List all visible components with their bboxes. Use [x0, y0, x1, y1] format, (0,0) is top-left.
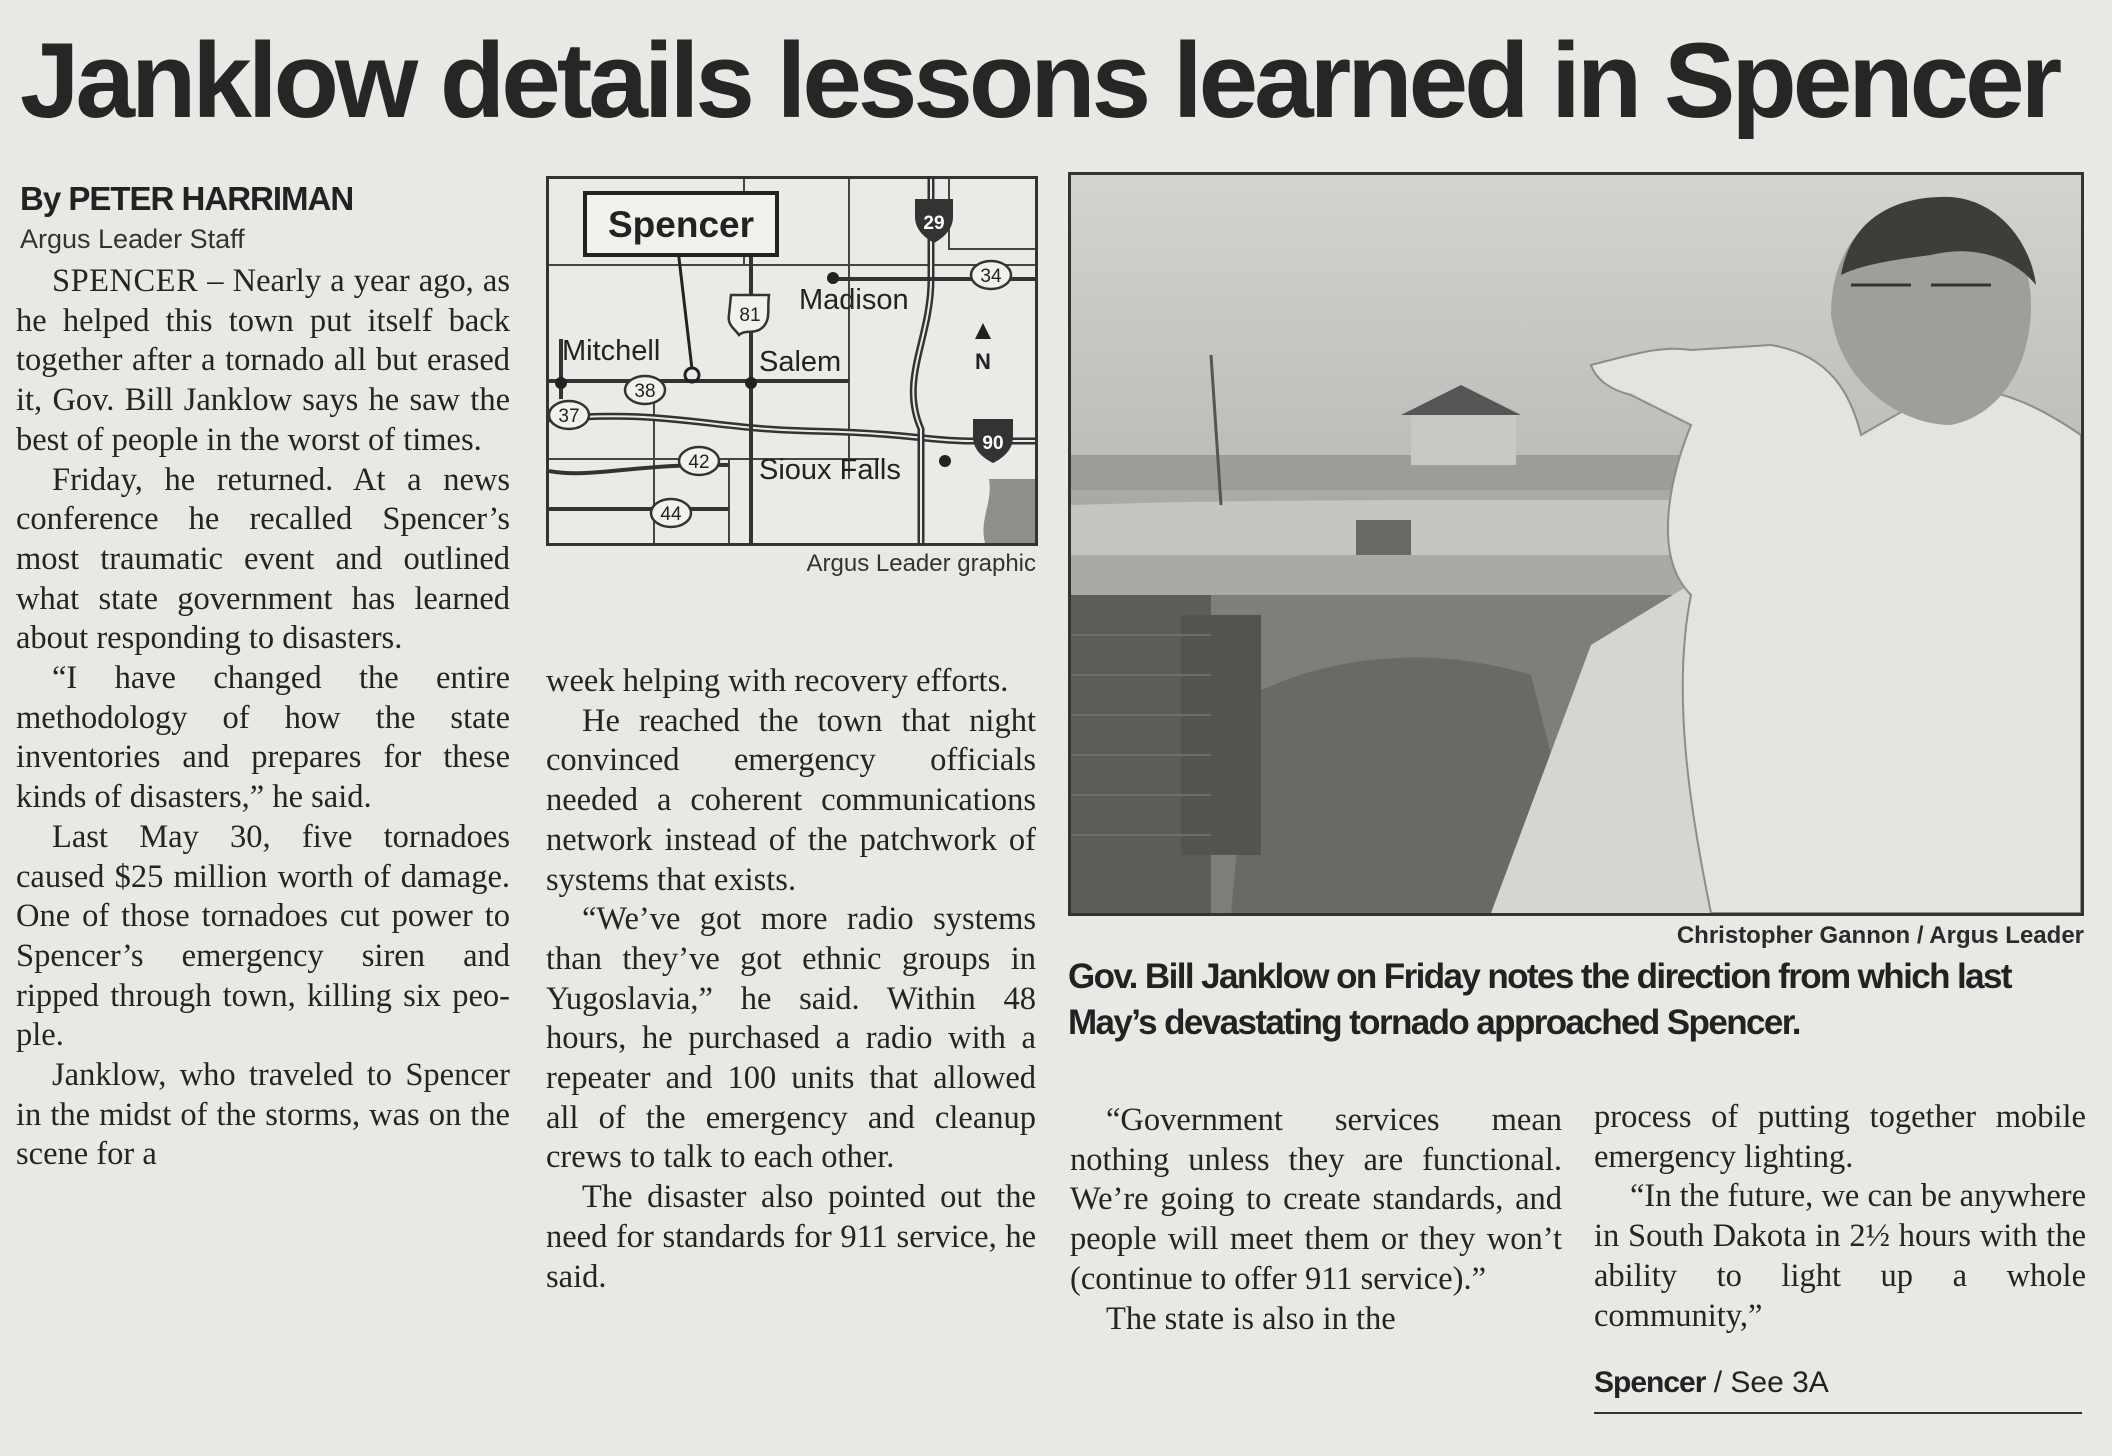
city-label-madison: Madison [799, 284, 909, 316]
photo-illustration [1071, 175, 2081, 913]
article-paragraph: “In the future, we can be anywhere in South Dakota in 2½ hours with the ability to light up a whole community,” [1594, 1178, 2086, 1334]
photo-credit: Christopher Gannon / Argus Leader [1676, 922, 2084, 949]
map-credit: Argus Leader graphic [806, 550, 1036, 577]
article-paragraph: SPENCER – Nearly a year ago, as he helped this town put itself back together after a tornado all but erased it, Gov. Bill Janklow says he saw the best of people in the worst of times. [16, 263, 510, 458]
article-paragraph: The state is also in the [1106, 1300, 1396, 1337]
jump-label: Spencer [1594, 1366, 1706, 1399]
article-paragraph: He reached the town that night convinced emergency officials needed a coherent communications network instead of the patchwork of systems that exists. [546, 702, 1036, 898]
jump-line[interactable] [1594, 1366, 2082, 1414]
us-81-shield [729, 295, 769, 335]
dateline: SPENCER [52, 263, 199, 299]
article-paragraph: Last May 30, five tornadoes caused $25 million worth of damage. One of those tornadoes cut power to Spencer’s emergency siren and ripped through town, killing six people. [16, 818, 510, 1054]
lake-shape [983, 479, 1035, 543]
article-paragraph: week helping with recovery efforts. [546, 663, 1009, 699]
locator-map [546, 176, 1038, 546]
map-graphic [549, 179, 1035, 543]
byline-author: By PETER HARRIMAN [20, 180, 354, 217]
highway-38-marker [625, 376, 665, 404]
article-column-1 [16, 262, 510, 1175]
article-column-2 [546, 662, 1036, 1297]
svg-text:34: 34 [980, 266, 1002, 287]
highway-44-marker [651, 499, 691, 527]
svg-text:37: 37 [558, 406, 580, 427]
article-paragraph: The disaster also pointed out the need for standards for 911 service, he said. [546, 1179, 1036, 1295]
svg-text:29: 29 [923, 213, 945, 234]
article-paragraph: “Government services mean nothing unless they are functional. We’re going to create standards, and people will meet them or they won’t (continue to offer 911 service).” [1070, 1102, 1562, 1297]
city-label-salem: Salem [759, 346, 842, 378]
jump-target: / See 3A [1705, 1366, 1829, 1399]
interstate-90-shield [973, 419, 1013, 463]
north-arrow-icon [975, 323, 991, 374]
svg-text:42: 42 [688, 452, 710, 473]
article-paragraph: Friday, he returned. At a news conference he recalled Spencer’s most traumatic event and outlined what state government has learned about responding to disasters. [16, 461, 510, 657]
spencer-label: Spencer [607, 204, 755, 245]
byline-staff: Argus Leader Staff [20, 224, 245, 254]
interstate-29-shield [915, 199, 953, 243]
highway-37-marker [549, 401, 589, 429]
highway-42-marker [679, 447, 719, 475]
news-photo [1068, 172, 2084, 916]
photo-caption: Gov. Bill Janklow on Friday notes the direction from which last May’s devastating tornado approached Spencer. [1068, 957, 2011, 1042]
city-label-mitchell: Mitchell [562, 335, 661, 367]
article-paragraph: “I have changed the entire methodology of how the state inventories and prepares for these kinds of disasters,” he said. [16, 660, 510, 816]
article-column-4 [1594, 1098, 2086, 1336]
pointer-line [677, 241, 692, 369]
article-column-3 [1070, 1101, 1562, 1339]
highway-34-marker [971, 261, 1011, 289]
article-paragraph: “We’ve got more radio systems than they’ve got ethnic groups in Yugoslavia,” he said. Within 48 hours, he purchased a radio with a repeater and 100 units that allowed all of the emergency and cleanup crews to talk to each other. [546, 901, 1036, 1176]
article-paragraph: Janklow, who traveled to Spencer in the midst of the storms, was on the scene for a [16, 1057, 510, 1173]
svg-text:N: N [975, 349, 991, 374]
headline: Janklow details lessons learned in Spencer [20, 20, 2059, 140]
svg-text:38: 38 [634, 381, 656, 402]
city-label-sioux-falls: Sioux Falls [759, 454, 901, 486]
svg-text:81: 81 [739, 305, 761, 326]
svg-text:44: 44 [660, 504, 682, 525]
article-paragraph: process of putting together mobile emergency lighting. [1594, 1099, 2086, 1175]
svg-text:90: 90 [982, 433, 1004, 454]
